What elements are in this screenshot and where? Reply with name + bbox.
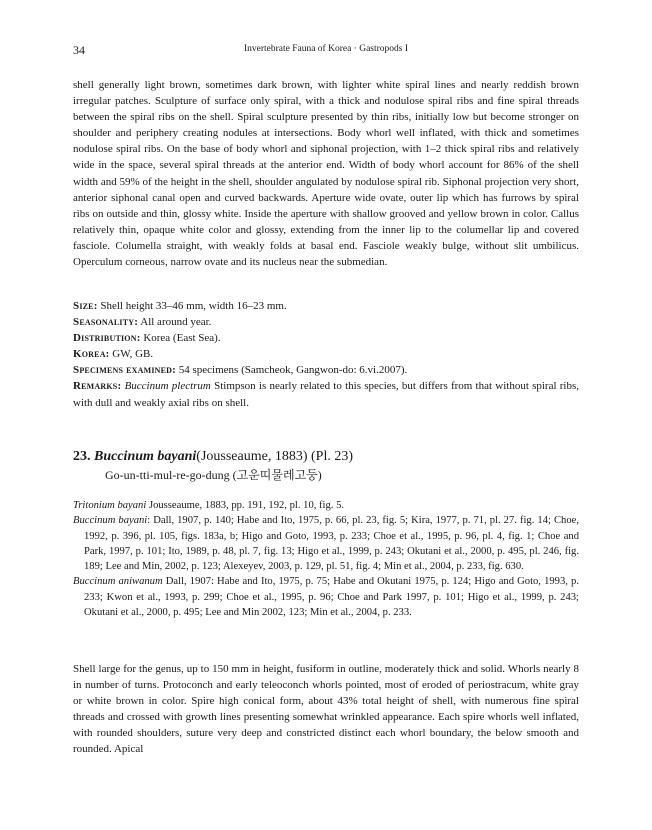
- distribution-value: Korea (East Sea).: [143, 332, 221, 345]
- synonym-refs: Jousseaume, 1883, pp. 191, 192, pl. 10, fig. 5.: [148, 500, 345, 511]
- korea-value: GW, GB.: [112, 348, 154, 361]
- synonym-name: Tritonium bayani: [73, 500, 147, 511]
- seasonality-label: Seasonality:: [73, 316, 139, 329]
- specimens-label: Specimens examined:: [73, 364, 177, 377]
- specimens-field: [73, 362, 579, 378]
- distribution-label: Distribution:: [73, 332, 141, 345]
- synonym-entry: [73, 498, 579, 513]
- size-field: [73, 298, 579, 314]
- species-name: Buccinum bayani: [94, 449, 197, 464]
- synonym-refs: : Dall, 1907, p. 140; Habe and Ito, 1975, p. 66, pl. 23, fig. 5; Kira, 1977, p. 71, pl. 27. fig. 14; Choe, 1992, p. 396, pl. 105, figs. 183a, b; Higo and Goto, 1993, p. 233; Choe et al., 1995, p. 96, pl. 4, fig. 1; Choe and Park, 1997, p. 101; Ito, 1989, p. 48, pl. 7, fig. 13; Higo et al., 1999, p. 243; Okutani et al., 2000, p. 495, pl. 246, fig. 189; Lee and Min, 2002, p. 123; Alexeyev, 2003, p. 129, pl. 51, fig. 4; Min et al., 2004, p. 233, fig. 630.: [84, 515, 579, 573]
- page-header: [73, 43, 579, 57]
- species-number: 23.: [73, 449, 91, 464]
- synonym-entry: [73, 513, 579, 574]
- korean-name: Go-un-tti-mul-re-go-dung (고운띠물레고둥): [105, 468, 322, 482]
- synonym-name: Buccinum bayani: [73, 515, 148, 527]
- species-heading: [73, 448, 579, 466]
- synonym-name: Buccinum aniwanum: [73, 576, 163, 588]
- size-label: Size:: [73, 300, 98, 312]
- size-value: Shell height 33–46 mm, width 16–23 mm.: [100, 300, 287, 312]
- remarks-species: Buccinum plectrum: [124, 380, 211, 393]
- remarks-label: Remarks:: [73, 380, 122, 393]
- description-paragraph: shell generally light brown, sometimes dark brown, with lighter white spiral lines and nearly reddish brown irregular patches. Sculpture of surface only spiral, with a thick and nodulose spiral ribs and fine spiral threads between the spiral ribs on the shell. Spiral sculpture presented by thin ribs, initially low but become stronger on shoulder and periphery creating nodules at intersections. Body whorl well inflated, with thick and sometimes nodulose spiral ribs. On the base of body whorl and siphonal projection, with 1–2 thick spiral ribs and relatively wide in the space, several spiral threads at the anterior end. Width of body whorl account for 86% of the shell width and 59% of the height in the shell, shoulder angulated by nodulose spiral rib. Siphonal projection very short, anterior siphonal canal open and curved backwards. Aperture wide ovate, outer lip which has furrows by spiral ribs on outside and thin, glossy white. Inside the aperture with shallow grooved and yellow brown in color. Callus relatively thin, opaque white color and glossy, extending from the inner lip to the columellar lip and covered fasciole. Columella straight, with weakly folds at basal end. Fasciole weakly bulge, without slit umbilicus. Operculum corneous, narrow ovate and its nucleus near the submedian.: [73, 79, 579, 269]
- synonymy-list: [73, 498, 579, 620]
- korea-field: [73, 346, 579, 362]
- page-number: 34: [73, 43, 85, 57]
- remarks-field: [73, 378, 579, 410]
- species-author: (Jousseaume, 1883) (Pl. 23): [196, 449, 353, 464]
- seasonality-value: All around year.: [140, 316, 212, 329]
- remarks-value: Stimpson is nearly related to this species, but differs from that without spiral ribs, with dull and weakly axial ribs on shell.: [73, 380, 580, 409]
- shell-description-paragraph: Shell large for the genus, up to 150 mm in height, fusiform in outline, moderately thick and solid. Whorls nearly 8 in number of turns. Protoconch and early teleoconch whorls pointed, most of eroded of periostracum, white gray or white brown in color. Spire high conical form, about 43% total height of shell, with numerous fine spiral threads and crossed with growth lines presenting somewhat wrinkled appearance. Each spire whorls well inflated, with rounded shoulders, suture very deep and constricted distinct each whorl boundary, the below smooth and rounded. Apical: [73, 663, 579, 756]
- specimens-value: 54 specimens (Samcheok, Gangwon-do: 6.vi.2007).: [178, 364, 408, 377]
- synonym-entry: [73, 574, 579, 620]
- seasonality-field: [73, 314, 579, 330]
- korea-label: Korea:: [73, 348, 110, 361]
- distribution-field: [73, 330, 579, 346]
- running-head: Invertebrate Fauna of Korea · Gastropods I: [243, 44, 409, 54]
- species-fields: [73, 298, 579, 411]
- synonym-refs: Dall, 1907: Habe and Ito, 1975, p. 75; Habe and Okutani 1975, p. 124; Higo and Goto, 1993, p. 233; Kwon et al., 1993, p. 299; Choe et al., 1995, p. 96; Choe and Park 1997, p. 101; Higo et al., 1999, p. 243; Okutani et al., 2000, p. 495; Lee and Min 2002, 123; Min et al., 2004, p. 233.: [84, 576, 579, 619]
